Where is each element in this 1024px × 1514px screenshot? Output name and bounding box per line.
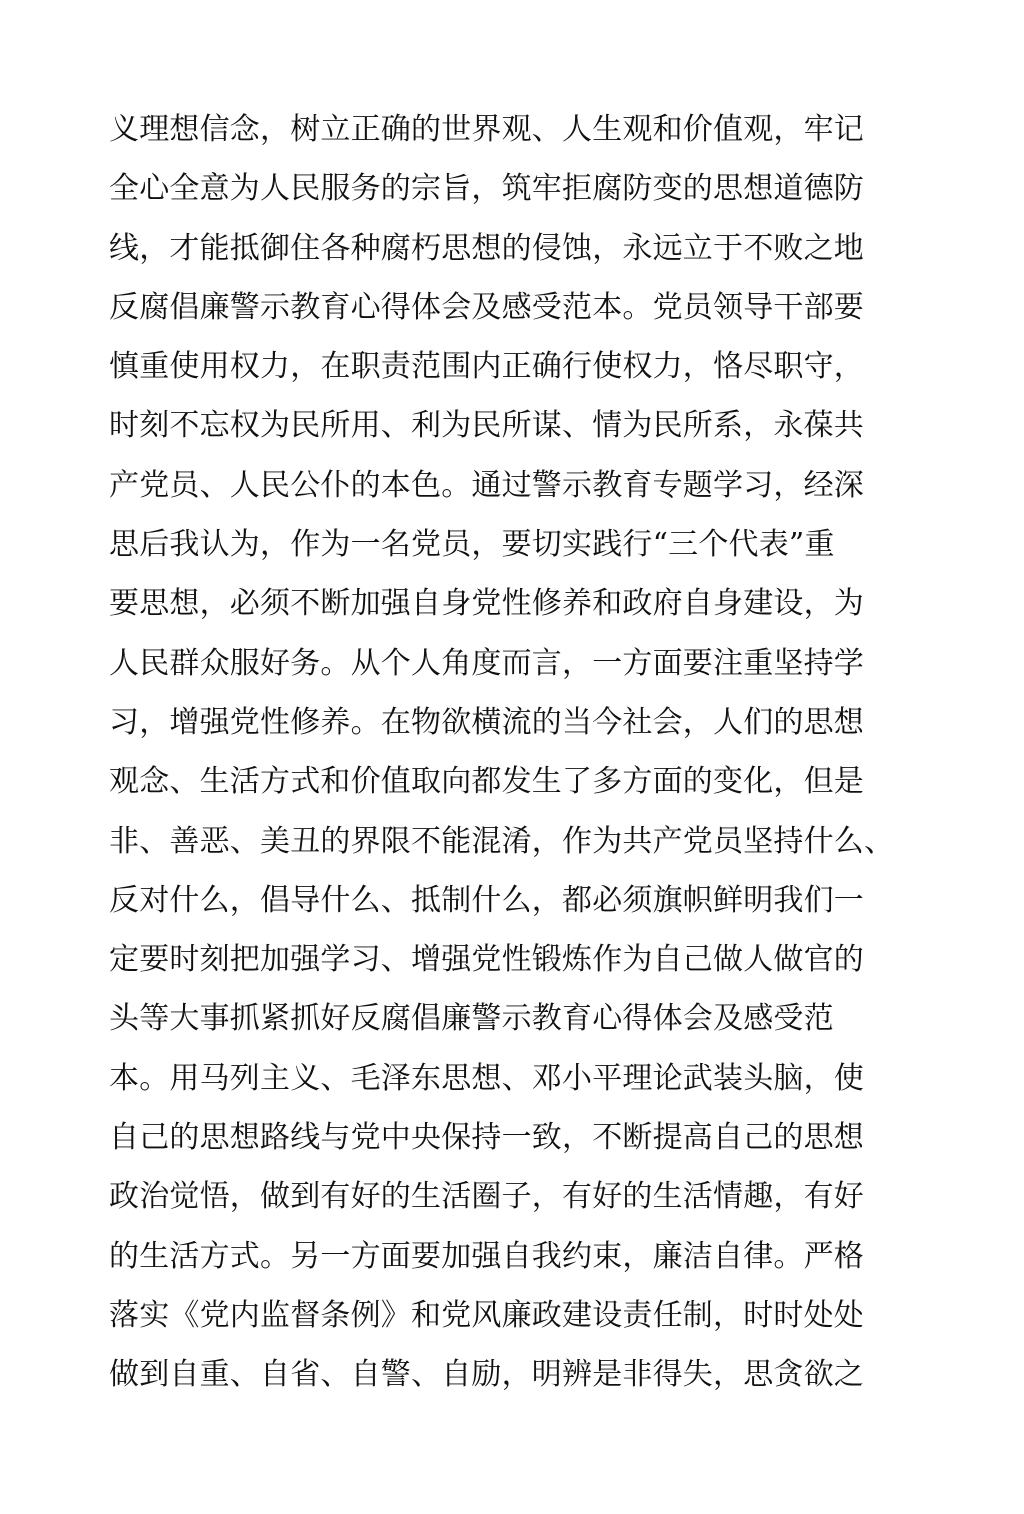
text-line-20: 的生活方式。另一方面要加强自我约束，廉洁自律。严格 <box>109 1238 864 1274</box>
text-line-7: 产党员、人民公仆的本色。通过警示教育专题学习，经深 <box>109 467 864 503</box>
text-line-2: 全心全意为人民服务的宗旨，筑牢拒腐防变的思想道德防 <box>109 171 864 207</box>
text-line-16: 头等大事抓紧抓好反腐倡廉警示教育心得体会及感受范 <box>109 1001 834 1037</box>
text-line-5: 慎重使用权力，在职责范围内正确行使权力，恪尽职守， <box>109 349 864 385</box>
text-line-9: 要思想，必须不断加强自身党性修养和政府自身建设，为 <box>109 586 864 622</box>
text-line-17: 本。用马列主义、毛泽东思想、邓小平理论武装头脑，使 <box>109 1060 864 1096</box>
text-line-1: 义理想信念，树立正确的世界观、人生观和价值观，牢记 <box>109 112 864 147</box>
text-line-4: 反腐倡廉警示教育心得体会及感受范本。党员领导干部要 <box>109 289 864 325</box>
text-line-19: 政治觉悟，做到有好的生活圈子，有好的生活情趣，有好 <box>109 1179 864 1215</box>
text-line-11: 习，增强党性修养。在物欲横流的当今社会，人们的思想 <box>109 704 864 740</box>
text-line-10: 人民群众服好务。从个人角度而言，一方面要注重坚持学 <box>109 645 864 681</box>
text-line-6: 时刻不忘权为民所用、利为民所谋、情为民所系，永葆共 <box>109 408 864 444</box>
body-text <box>109 100 909 1405</box>
text-line-8: 思后我认为，作为一名党员，要切实践行“三个代表”重 <box>109 527 835 563</box>
text-line-18: 自己的思想路线与党中央保持一致，不断提高自己的思想 <box>109 1120 864 1156</box>
text-line-21: 落实《党内监督条例》和党风廉政建设责任制，时时处处 <box>109 1297 864 1333</box>
text-line-13: 非、善恶、美丑的界限不能混淆，作为共产党员坚持什么、 <box>109 823 895 859</box>
text-line-12: 观念、生活方式和价值取向都发生了多方面的变化，但是 <box>109 764 864 800</box>
text-line-22: 做到自重、自省、自警、自励，明辨是非得失，思贪欲之 <box>109 1357 864 1393</box>
text-line-15: 定要时刻把加强学习、增强党性锻炼作为自己做人做官的 <box>109 942 864 978</box>
text-line-14: 反对什么，倡导什么、抵制什么，都必须旗帜鲜明我们一 <box>109 882 864 918</box>
text-line-3: 线，才能抵御住各种腐朽思想的侵蚀，永远立于不败之地 <box>109 230 864 266</box>
